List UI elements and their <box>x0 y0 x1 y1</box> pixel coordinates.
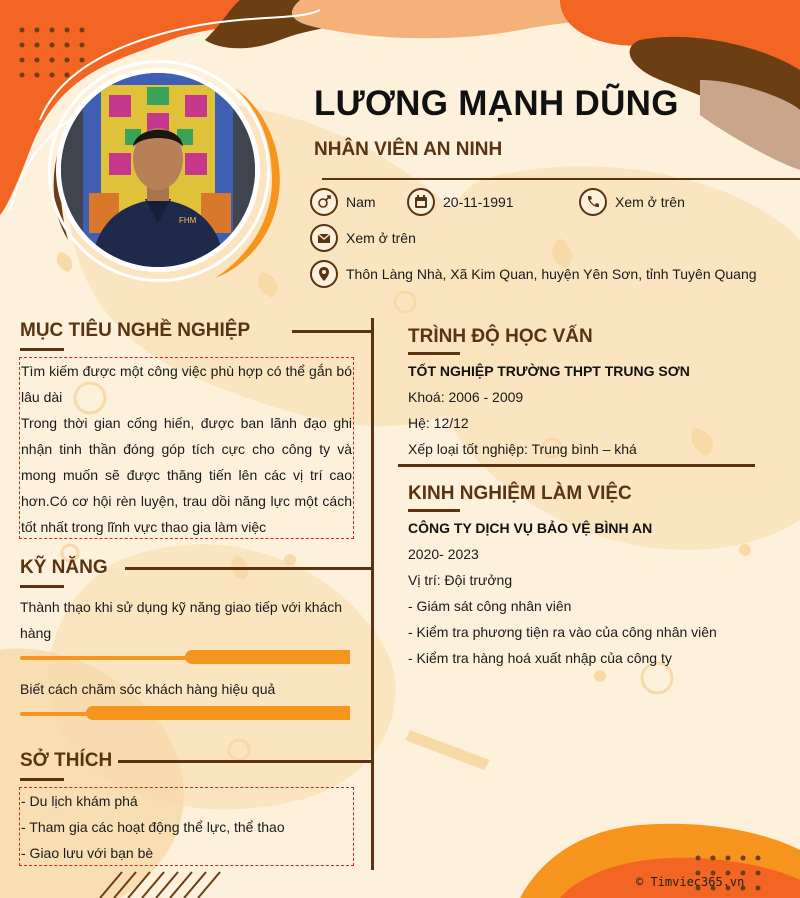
address-value: Thôn Làng Nhà, Xã Kim Quan, huyện Yên Sơn, tỉnh Tuyên Quang <box>346 266 757 282</box>
objective-heading-rule <box>292 330 372 333</box>
experience-section <box>408 515 768 671</box>
birthdate-value: 20-11-1991 <box>443 194 514 210</box>
education-system: Hệ: 12/12 <box>408 415 469 431</box>
experience-heading-underline <box>408 509 460 512</box>
skill-2-label: Biết cách chăm sóc khách hàng hiệu quả <box>20 681 276 697</box>
phone-icon <box>579 188 607 216</box>
objective-heading: MỤC TIÊU NGHỀ NGHIỆP <box>20 320 251 341</box>
email-value: Xem ở trên <box>346 230 416 246</box>
education-section <box>408 358 768 462</box>
hobbies-heading-underline <box>20 778 64 781</box>
email-info <box>310 224 416 252</box>
skill-1-label: Thành thạo khi sử dụng kỹ năng giao tiếp với khách hàng <box>20 599 343 641</box>
gender-icon <box>310 188 338 216</box>
avatar <box>56 68 260 272</box>
objective-text-box <box>19 357 354 539</box>
profile-photo <box>61 73 255 267</box>
experience-company: CÔNG TY DỊCH VỤ BẢO VỆ BÌNH AN <box>408 520 653 536</box>
hobbies-heading-rule <box>118 760 372 763</box>
skills-heading-rule <box>125 567 372 570</box>
phone-info <box>579 188 685 216</box>
job-title: NHÂN VIÊN AN NINH <box>314 139 503 160</box>
skill-1-bar-fill <box>185 650 350 664</box>
education-period: Khoá: 2006 - 2009 <box>408 389 524 405</box>
hobbies-heading: SỞ THÍCH <box>20 750 113 771</box>
education-school: TỐT NGHIỆP TRƯỜNG THPT TRUNG SƠN <box>408 363 690 379</box>
skills-heading: KỸ NĂNG <box>20 557 108 578</box>
skills-heading-underline <box>20 585 64 588</box>
skill-1-bar <box>20 650 350 664</box>
objective-paragraph-1: Tìm kiếm được một công việc phù hợp có thể gắn bó lâu dài <box>21 363 352 405</box>
contact-divider <box>322 178 800 180</box>
experience-duty: - Kiểm tra hàng hoá xuất nhập của công ty <box>408 650 672 666</box>
hobbies-box <box>19 787 354 866</box>
objective-heading-underline <box>20 348 64 351</box>
experience-duty: - Giám sát công nhân viên <box>408 598 572 614</box>
hobby-item: - Giao lưu với bạn bè <box>21 845 154 861</box>
gender-info <box>310 188 376 216</box>
gender-value: Nam <box>346 194 376 210</box>
location-pin-icon <box>310 260 338 288</box>
column-divider <box>371 318 374 870</box>
experience-position: Vị trí: Đội trưởng <box>408 572 513 588</box>
objective-paragraph-2: Trong thời gian cống hiến, được ban lãnh đạo ghi nhận tinh thần đóng góp tích cực cho công ty và mong muốn sẽ được thăng tiến lên các vị trí cao hơn.Có cơ hội rèn luyện, trau dồi năng lực một cách tốt nhất trong lĩnh vực thao gia làm việc <box>21 415 352 535</box>
experience-period: 2020- 2023 <box>408 546 479 562</box>
experience-heading: KINH NGHIỆM LÀM VIỆC <box>408 483 632 504</box>
calendar-icon <box>407 188 435 216</box>
address-info <box>310 260 757 288</box>
candidate-name: LƯƠNG MẠNH DŨNG <box>314 84 679 123</box>
watermark-credit: © Timviec365.vn <box>636 875 745 889</box>
education-heading-underline <box>408 352 460 355</box>
skill-2-bar <box>20 706 350 720</box>
education-bottom-rule <box>398 464 755 467</box>
education-grade: Xếp loại tốt nghiệp: Trung bình – khá <box>408 441 637 457</box>
phone-value: Xem ở trên <box>615 194 685 210</box>
skill-2-bar-fill <box>86 706 350 720</box>
experience-duty: - Kiểm tra phương tiện ra vào của công nhân viên <box>408 624 717 640</box>
svg-text:FHM: FHM <box>179 216 197 225</box>
birthdate-info <box>407 188 514 216</box>
email-icon <box>310 224 338 252</box>
hobby-item: - Tham gia các hoạt động thể lực, thể thao <box>21 819 285 835</box>
education-heading: TRÌNH ĐỘ HỌC VẤN <box>408 326 593 347</box>
hobby-item: - Du lịch khám phá <box>21 793 138 809</box>
